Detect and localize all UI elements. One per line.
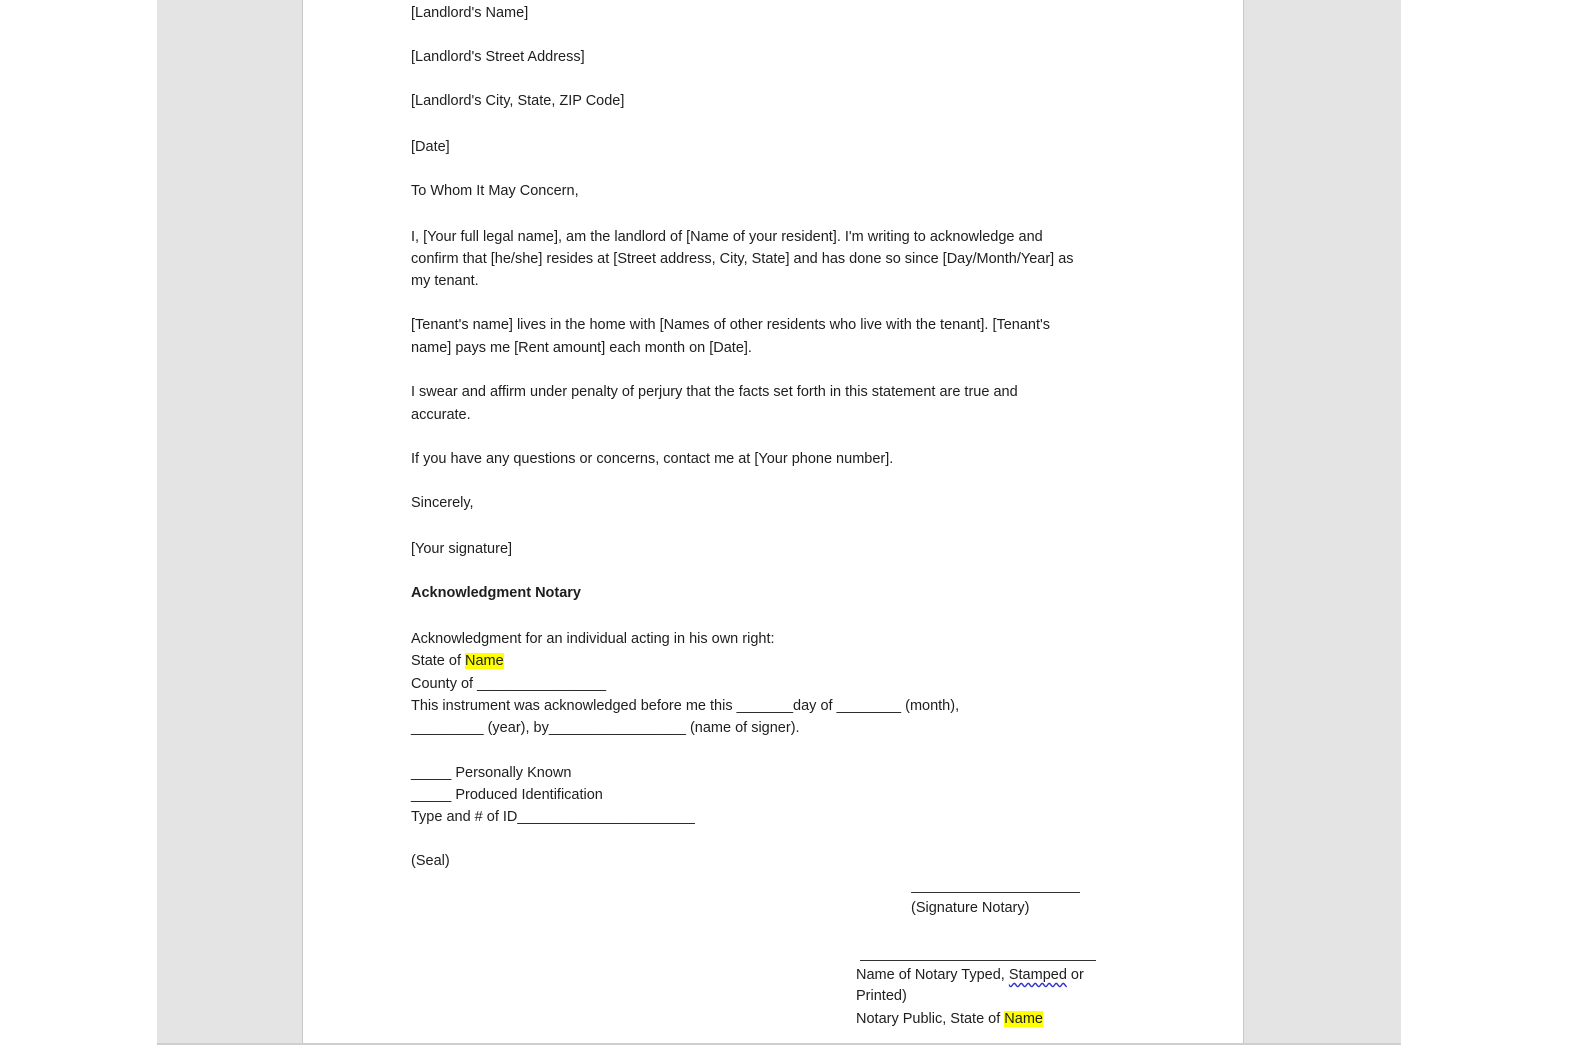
paragraph-4: If you have any questions or concerns, contact me at [Your phone number]. (411, 451, 894, 467)
paragraph-2-line: name] pays me [Rent amount] each month on [Date]. (411, 340, 752, 356)
closing: Sincerely, (411, 495, 474, 511)
landlord-city: [Landlord's City, State, ZIP Code] (411, 93, 625, 109)
state-label: State of (411, 653, 466, 669)
notary-public-state-highlight: Name (1004, 1011, 1043, 1027)
notary-name-line: Printed) (856, 988, 907, 1004)
notary-heading: Acknowledgment Notary (411, 585, 581, 601)
paragraph-3-line: I swear and affirm under penalty of perjury that the facts set forth in this statement are true and (411, 384, 1018, 400)
paragraph-2-line: [Tenant's name] lives in the home with [Names of other residents who live with the tenant]. [Tenant's (411, 317, 1051, 333)
notary-name-text: Name of Notary Typed, (856, 967, 1009, 983)
letter-date: [Date] (411, 139, 450, 155)
paragraph-1-line: my tenant. (411, 273, 479, 289)
county-line: County of ________________ (411, 676, 607, 692)
state-line (411, 650, 504, 672)
notary-name-line (856, 964, 1084, 986)
produced-id-line: _____ Produced Identification (411, 787, 603, 803)
signature-placeholder: [Your signature] (411, 541, 513, 557)
spellcheck-word: Stamped (1008, 967, 1067, 983)
state-value-highlight: Name (465, 653, 504, 669)
signature-notary-label: (Signature Notary) (911, 900, 1030, 916)
landlord-name: [Landlord's Name] (411, 5, 529, 21)
notary-intro: Acknowledgment for an individual acting in his own right: (411, 631, 775, 647)
instrument-line: This instrument was acknowledged before me this _______day of ________ (month), (411, 698, 960, 714)
landlord-street: [Landlord's Street Address] (411, 49, 585, 65)
notary-public-label: Notary Public, State of (856, 1011, 1005, 1027)
notary-public-line (856, 1008, 1043, 1030)
personally-known-line: _____ Personally Known (411, 765, 572, 781)
instrument-line: _________ (year), by_________________ (name of signer). (411, 720, 800, 736)
paragraph-1-line: I, [Your full legal name], am the landlord of [Name of your resident]. I'm writing to acknowledge and (411, 229, 1043, 245)
salutation: To Whom It May Concern, (411, 183, 579, 199)
paragraph-3-line: accurate. (411, 407, 471, 423)
notary-name-text: or (1066, 967, 1084, 983)
notary-name-rule (860, 960, 1096, 961)
signature-notary-rule (911, 892, 1080, 893)
id-type-line: Type and # of ID______________________ (411, 809, 695, 825)
paragraph-1-line: confirm that [he/she] resides at [Street address, City, State] and has done so since [Day/Month/Year] as (411, 251, 1074, 267)
seal-label: (Seal) (411, 853, 450, 869)
